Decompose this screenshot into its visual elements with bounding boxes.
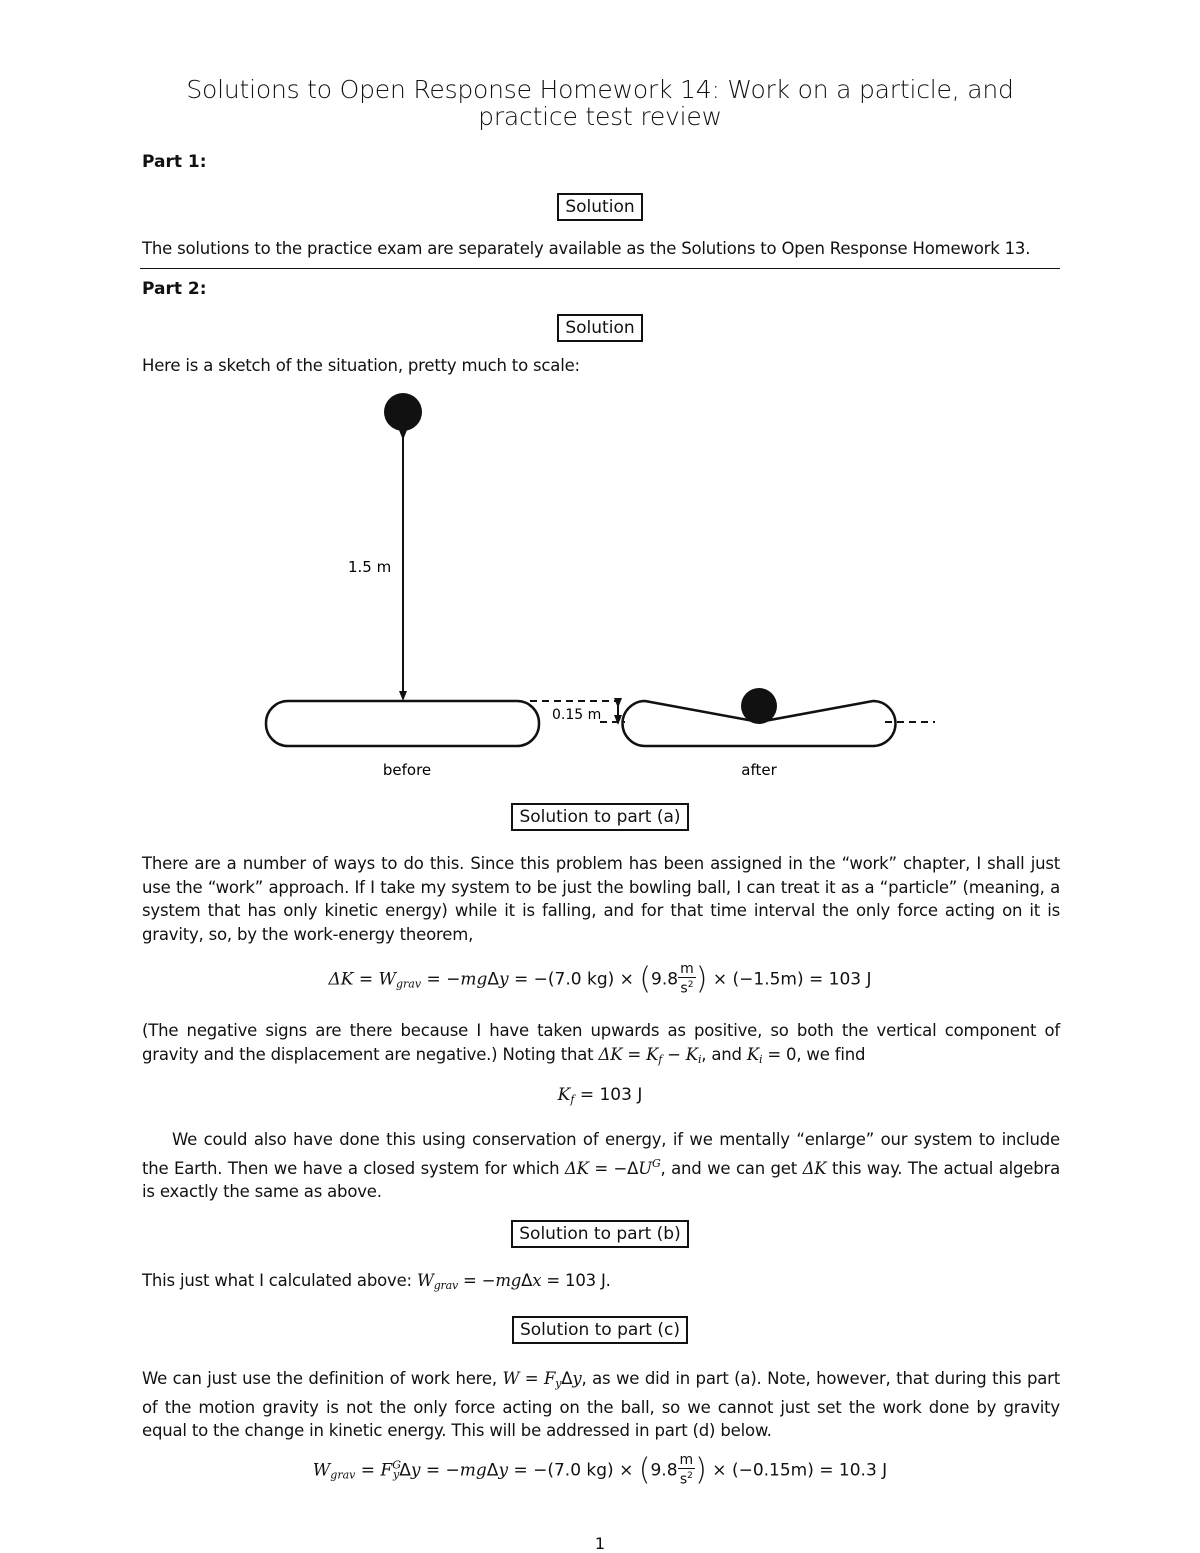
- equation-1: $\Delta K = W_{grav} = -mg\Delta y = -(7.0$ kg) × (9.8 $\frac{m}{s^2}$ ) × (−1.5m) = 103 J: [328, 961, 872, 997]
- part-a-para2-text-c: , we find: [796, 1044, 866, 1064]
- eq1-dy: (−1.5m): [732, 969, 804, 990]
- part-b-box: Solution to part (b): [511, 1220, 688, 1248]
- part-a-para2-text-b: , and: [701, 1044, 742, 1064]
- part-c-box-wrap: [0, 1316, 1200, 1344]
- part-a-para3-text-c: this way. The actual algebra is exactly the same as above.: [142, 1158, 1060, 1201]
- eq1-result: = 103 J: [809, 969, 872, 990]
- part-a-box-wrap: [0, 803, 1200, 831]
- equation-2: $K_f = 103$ J: [557, 1085, 643, 1106]
- page-number: 1: [594, 1534, 606, 1553]
- part1-text: The solutions to the practice exam are separately available as the Solutions to Open Response Homework 13.: [142, 239, 1031, 258]
- eq1-unit-num: m: [680, 961, 694, 977]
- before-label: before: [382, 761, 432, 779]
- part-a-para2-text-a: (The negative signs are there because I have taken upwards as positive, so both the vertical component of gravity and the displacement are negative.) Noting that: [142, 1021, 1060, 1064]
- eq2-result: = 103 J: [579, 1085, 643, 1105]
- part1-heading: Part 1:: [142, 152, 207, 172]
- part-c-para-text-b: , as we did in part (a). Note, however, that during this part of the motion gravity is not the only force acting on the ball, so we cannot just set the work done by gravity equal to the change in kinetic energy. This will be addressed in part (d) below.: [142, 1369, 1061, 1440]
- page-title: Solutions to Open Response Homework 14: Work on a particle, and practice test review: [186, 75, 1014, 131]
- part-a-para3-text-b: , and we can get: [660, 1158, 798, 1178]
- part-b-box-wrap: [0, 1220, 1200, 1248]
- part-b-text: This just what I calculated above: $W_{grav} = -mg\Delta x = 103$ J.: [142, 1271, 611, 1292]
- part2-intro: Here is a sketch of the situation, pretty much to scale:: [142, 356, 580, 375]
- eq3-result: = 10.3 J: [819, 1460, 888, 1481]
- sketch-figure: [0, 380, 1200, 790]
- eq3-unit-num: m: [679, 1452, 694, 1468]
- ball-before-icon: [384, 393, 422, 431]
- after-label: after: [741, 761, 777, 779]
- part1-solution-box-wrap: [0, 193, 1200, 221]
- part-c-para: We can just use the definition of work here, $W = F_y\Delta y$, as we did in part (a). Note, however, that during this part of the motion gravity is not the only force acting on the ball, so we cannot just set the work done by gravity equal to the change in kinetic energy. This will be addressed in part (d) below.: [142, 1369, 1061, 1440]
- eq3-g: 9.8: [650, 1460, 678, 1481]
- part-c-box: Solution to part (c): [512, 1316, 688, 1344]
- dent-label: 0.15 m: [552, 707, 602, 723]
- eq1-unit-den: $s^2$: [680, 980, 694, 997]
- part-a-para3: We could also have done this using conservation of energy, if we mentally “enlarge” our system to include the Earth. Then we have a closed system for which $\Delta K = -\Delta U^G$, and we can get ΔK this way. The actual algebra is exactly the same as above.: [142, 1130, 1060, 1201]
- eq3-unit-den: $s^2$: [679, 1471, 693, 1488]
- eq1-mass: (7.0 kg): [547, 969, 615, 990]
- part-c-para-text-a: We can just use the definition of work here,: [142, 1369, 497, 1388]
- part-a-para3-text-a: We could also have done this using conservation of energy, if we mentally “enlarge” our system to include the Earth. Then we have a closed system for which: [142, 1130, 1060, 1178]
- eq3-mass: (7.0 kg): [547, 1460, 614, 1481]
- eq1-g: 9.8: [651, 969, 679, 990]
- part2-solution-box-wrap: [0, 314, 1200, 342]
- part1-solution-box: Solution: [557, 193, 642, 221]
- part2-heading: Part 2:: [142, 279, 207, 299]
- part-a-box: Solution to part (a): [511, 803, 688, 831]
- mat-before: [266, 701, 539, 746]
- part-b-text-b: = 103 J.: [546, 1271, 611, 1290]
- equation-3: $W_{grav} = F^G_y\Delta y = -mg\Delta y = -(7.0$ kg) × (9.8 $\frac{m}{s^2}$ ) × (−0.15m) = 10.3 J: [312, 1452, 888, 1488]
- eq3-dy: (−0.15m): [731, 1460, 814, 1481]
- section-divider: [140, 268, 1060, 269]
- part-b-text-a: This just what I calculated above:: [142, 1271, 412, 1290]
- part2-solution-box: Solution: [557, 314, 642, 342]
- ball-after-icon: [741, 688, 777, 724]
- height-label: 1.5 m: [348, 558, 392, 576]
- part-a-para2: (The negative signs are there because I have taken upwards as positive, so both the vertical component of gravity and the displacement are negative.) Noting that $\Delta K = K_f - K_i$, and $K_i = 0$, we find: [142, 1021, 1060, 1066]
- part-a-para1: There are a number of ways to do this. Since this problem has been assigned in the “work” chapter, I shall just use the “work” approach. If I take my system to be just the bowling ball, I can treat it as a “particle” (meaning, a system that has only kinetic energy) while it is falling, and for that time interval the only force acting on it is gravity, so, by the work-energy theorem,: [142, 854, 1060, 944]
